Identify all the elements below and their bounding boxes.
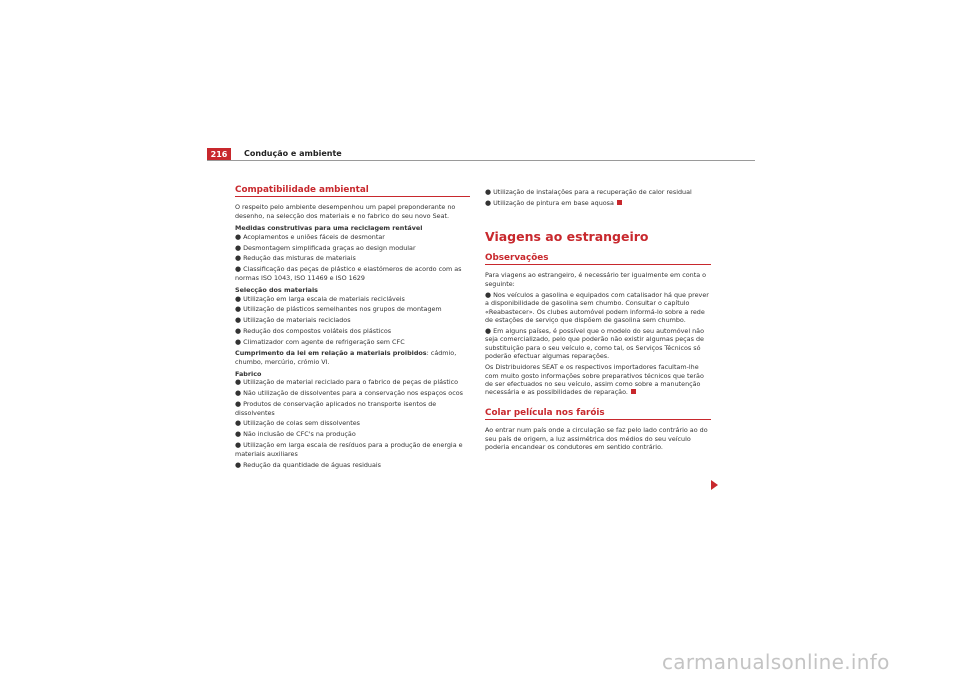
list-item: [235, 295, 470, 303]
list-item: [235, 461, 470, 469]
list-item: [235, 419, 470, 427]
end-mark-icon: [617, 200, 622, 205]
chapter-title-viagens: Viagens ao estrangeiro: [485, 229, 649, 245]
bullet-icon: ●: [235, 400, 242, 409]
list-item-text: Acoplamentos e uniões fáceis de desmontar: [243, 232, 385, 241]
list-item-text: Utilização em larga escala de resíduos para a produção de energia e materiais auxiliares: [235, 441, 463, 458]
list-item-text: Redução das misturas de materiais: [243, 254, 356, 263]
header-rule: [207, 160, 755, 161]
list-item: [235, 305, 470, 313]
list-item: [485, 327, 711, 361]
list-item-text: Produtos de conservação aplicados no transporte isentos de dissolventes: [235, 400, 437, 417]
bullet-icon: ●: [235, 430, 242, 439]
bullet-icon: ●: [485, 188, 492, 196]
list-item-text: Utilização em larga escala de materiais recicláveis: [243, 294, 405, 303]
list-item-text: Não utilização de dissolventes para a conservação nos espaços ocos: [243, 389, 463, 398]
prohibited-label: Cumprimento da lei em relação a materiais proibidos: [235, 349, 427, 358]
bullet-icon: ●: [235, 338, 242, 347]
end-mark-icon: [631, 389, 636, 394]
obs-closing: [485, 363, 711, 397]
list-item-text: Utilização de pintura em base aquosa: [493, 198, 614, 207]
bullet-icon: ●: [485, 198, 492, 207]
prohibited-text: : cádmio, chumbo, mercúrio, crómio VI.: [235, 349, 457, 366]
bullet-icon: ●: [235, 243, 242, 252]
list-fabrico: [235, 378, 470, 469]
prohibited-paragraph: [235, 349, 470, 366]
list-item: [235, 316, 470, 324]
list-item: [235, 254, 470, 262]
list-item-text: Nos veículos a gasolina e equipados com catalisador há que prever a disponibilidade de gasolina sem chumbo. Consultar o capítulo «Reabastecer». Os clubes automóvel podem informá-lo sobre a rede de estações de serviço que dispõem de gasolina sem chumbo.: [485, 290, 709, 325]
bullet-icon: ●: [235, 316, 242, 325]
list-item-text: Em alguns países, é possível que o modelo do seu automóvel não seja comercializado, pelo que poderão não existir algumas peças de substituição para o seu veículo e, como tal, os Serviços Técnicos só poderão efectuar algumas reparações.: [485, 327, 705, 361]
list-item-text: Utilização de colas sem dissolventes: [243, 419, 360, 428]
bullet-icon: ●: [235, 419, 242, 428]
bullet-icon: ●: [485, 290, 492, 299]
page-number: 216: [207, 148, 231, 161]
list-item-text: Classificação das peças de plástico e elastómeros de acordo com as normas ISO 1043, ISO 11469 e ISO 1629: [235, 265, 462, 282]
bullet-icon: ●: [235, 254, 242, 263]
list-item: [235, 244, 470, 252]
group-title-fabrico: Fabrico: [235, 369, 262, 378]
list-item: [235, 389, 470, 397]
list-item: [235, 378, 470, 386]
list-item-text: Redução da quantidade de águas residuais: [243, 460, 381, 469]
bullet-icon: ●: [235, 441, 242, 450]
bullet-icon: ●: [235, 305, 242, 314]
intro-paragraph: O respeito pelo ambiente desempenhou um papel preponderante no desenho, na selecção dos materiais e no fabrico do seu novo Seat.: [235, 203, 456, 220]
list-item-text: Redução dos compostos voláteis dos plásticos: [243, 327, 392, 336]
film-paragraph: Ao entrar num país onde a circulação se faz pelo lado contrário ao do seu país de origem, a luz assimétrica dos médios do seu veículo poderia encandear os condutores em sentido contrário.: [485, 426, 708, 452]
continue-arrow-icon: [711, 480, 718, 490]
obs-closing-text: Os Distribuidores SEAT e os respectivos importadores facultam-lhe com muito gosto informações sobre preparativos técnicos que terão de ser efectuados no seu veículo, assim como sobre a manutenção necessária e as possibilidades de reparação.: [485, 363, 704, 397]
bullet-icon: ●: [235, 389, 242, 398]
list-item: [485, 291, 711, 325]
bullet-icon: ●: [485, 327, 492, 336]
left-column: [235, 186, 470, 471]
bullet-icon: ●: [235, 265, 242, 274]
list-item: [235, 400, 470, 417]
section-title-pelicula: Colar película nos faróis: [485, 409, 711, 420]
bullet-icon: ●: [235, 327, 242, 336]
list-medidas: [235, 233, 470, 283]
bullet-icon: ●: [235, 378, 242, 387]
list-item: [485, 199, 711, 207]
list-observacoes: [485, 291, 711, 361]
watermark: carmanualsonline.info: [662, 650, 890, 674]
list-item: [235, 233, 470, 241]
section-title-compatibilidade: Compatibilidade ambiental: [235, 186, 470, 197]
bullet-icon: ●: [235, 294, 242, 303]
section-title-observacoes: Observações: [485, 254, 711, 265]
list-item: [235, 338, 470, 346]
obs-intro: Para viagens ao estrangeiro, é necessário ter igualmente em conta o seguinte:: [485, 271, 707, 288]
bullet-icon: ●: [235, 460, 242, 469]
list-item-text: Utilização de plásticos semelhantes nos grupos de montagem: [243, 305, 442, 314]
bullet-icon: ●: [235, 232, 242, 241]
list-item: [235, 327, 470, 335]
page-title: Condução e ambiente: [244, 149, 342, 158]
right-column: [485, 188, 711, 454]
list-item-text: Desmontagem simplificada graças ao design modular: [243, 243, 416, 252]
group-title-seleccao: Selecção dos materiais: [235, 286, 318, 295]
list-continued: [485, 188, 711, 207]
list-item: [235, 430, 470, 438]
list-item-text: Climatizador com agente de refrigeração sem CFC: [243, 338, 405, 347]
list-item-text: Utilização de materiais reciclados: [243, 316, 351, 325]
list-item-text: Utilização de material reciclado para o fabrico de peças de plástico: [243, 378, 459, 387]
page-header: [207, 148, 755, 162]
list-item: [235, 265, 470, 282]
list-item-text: Não inclusão de CFC's na produção: [243, 430, 356, 439]
list-item-text: Utilização de instalações para a recuperação de calor residual: [493, 188, 692, 196]
list-item: [235, 441, 470, 458]
list-seleccao: [235, 295, 470, 347]
list-item: [485, 188, 711, 196]
group-title-medidas: Medidas construtivas para uma reciclagem rentável: [235, 224, 423, 233]
